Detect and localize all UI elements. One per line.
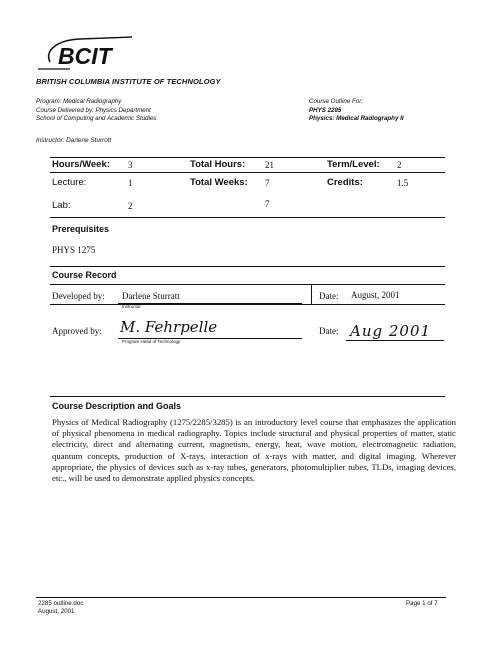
description-heading: Course Description and Goals [52,401,182,411]
approved-signature: M. Fehrpelle [120,318,218,336]
date-column-divider [311,284,312,304]
developed-by-name: Darlene Sturratt [122,291,180,301]
developed-by-label: Developed by: [52,291,105,301]
delivered-by-line: Course Delivered by: Physics Department [36,106,151,114]
prerequisites-value: PHYS 1275 [52,245,96,255]
description-text: Physics of Medical Radiography (1275/2285/3285) is an introductory level course that emphasizes the application of physical phenomena in medical radiography. Topics include structural and physical properties of matter, static electricity, direct and alternating current, magnetism, energy, heat, wave motion, electromagnetic radiation, quantum concepts, production of X-rays, interaction of x-rays with matter, and digital imaging. Wherever appropriate, the physics of devices such as x-ray tubes, generators, photomultiplier tubes, TLDs, imaging devices, etc., will be used to demonstrate applied physics concepts. [52,417,456,484]
lab-value: 2 [128,201,133,211]
course-record-heading: Course Record [52,270,117,280]
bcit-logo [36,34,146,78]
lecture-label: Lecture: [52,177,87,188]
prerequisites-heading: Prerequisites [52,224,110,234]
credits-label: Credits: [327,177,363,188]
footer-page: Page 1 of 7 [406,600,438,607]
course-record-heading-rule [50,284,445,285]
approved-date-value: Aug 2001 [350,322,432,340]
bcit-logo-mark [36,34,146,78]
approved-by-role: Program Head of Technology [122,339,181,344]
course-record-top-rule [50,266,445,267]
approved-by-label: Approved by: [52,326,102,336]
hours-row1-rule [50,172,445,173]
institute-name: BRITISH COLUMBIA INSTITUTE OF TECHNOLOGY [36,77,221,86]
developed-by-role: Instructor [122,304,141,309]
approved-date-label: Date: [319,326,339,336]
credits-value: 1.5 [397,178,409,188]
lecture-value: 1 [128,178,133,188]
footer-file: 2285 outline.doc [38,600,84,607]
approved-date-line [346,340,444,341]
course-outline-block [309,98,404,124]
developed-row-rule [50,304,445,305]
footer-date: August, 2001 [38,608,75,615]
term-level-label: Term/Level: [327,159,380,170]
hours-week-value: 3 [128,160,133,170]
instructor-line: Instructor: Darlene Sturrott [36,137,112,144]
term-level-value: 2 [397,160,402,170]
footer-rule [36,597,446,598]
description-top-rule [50,396,445,397]
lab-weeks-value: 7 [265,199,270,209]
total-hours-label: Total Hours: [190,159,246,170]
prereq-top-rule [50,217,445,218]
school-line: School of Computing and Academic Studies [36,115,157,122]
program-line: Program: Medical Radiography [36,98,122,105]
hours-top-rule [50,157,445,158]
hours-week-label: Hours/Week: [52,159,110,170]
developed-date-label: Date: [319,291,339,301]
outline-for-label: Course Outline For: [309,98,363,105]
total-weeks-label: Total Weeks: [190,177,248,188]
total-hours-value: 21 [265,160,274,170]
developed-date-value: August, 2001 [351,290,400,300]
lab-label: Lab: [52,200,71,211]
logo-text: BCIT [58,43,112,69]
program-block [36,98,157,124]
total-weeks-value: 7 [265,178,270,188]
course-code: PHYS 2285 [309,106,342,114]
course-title: Physics: Medical Radiography II [309,115,404,122]
